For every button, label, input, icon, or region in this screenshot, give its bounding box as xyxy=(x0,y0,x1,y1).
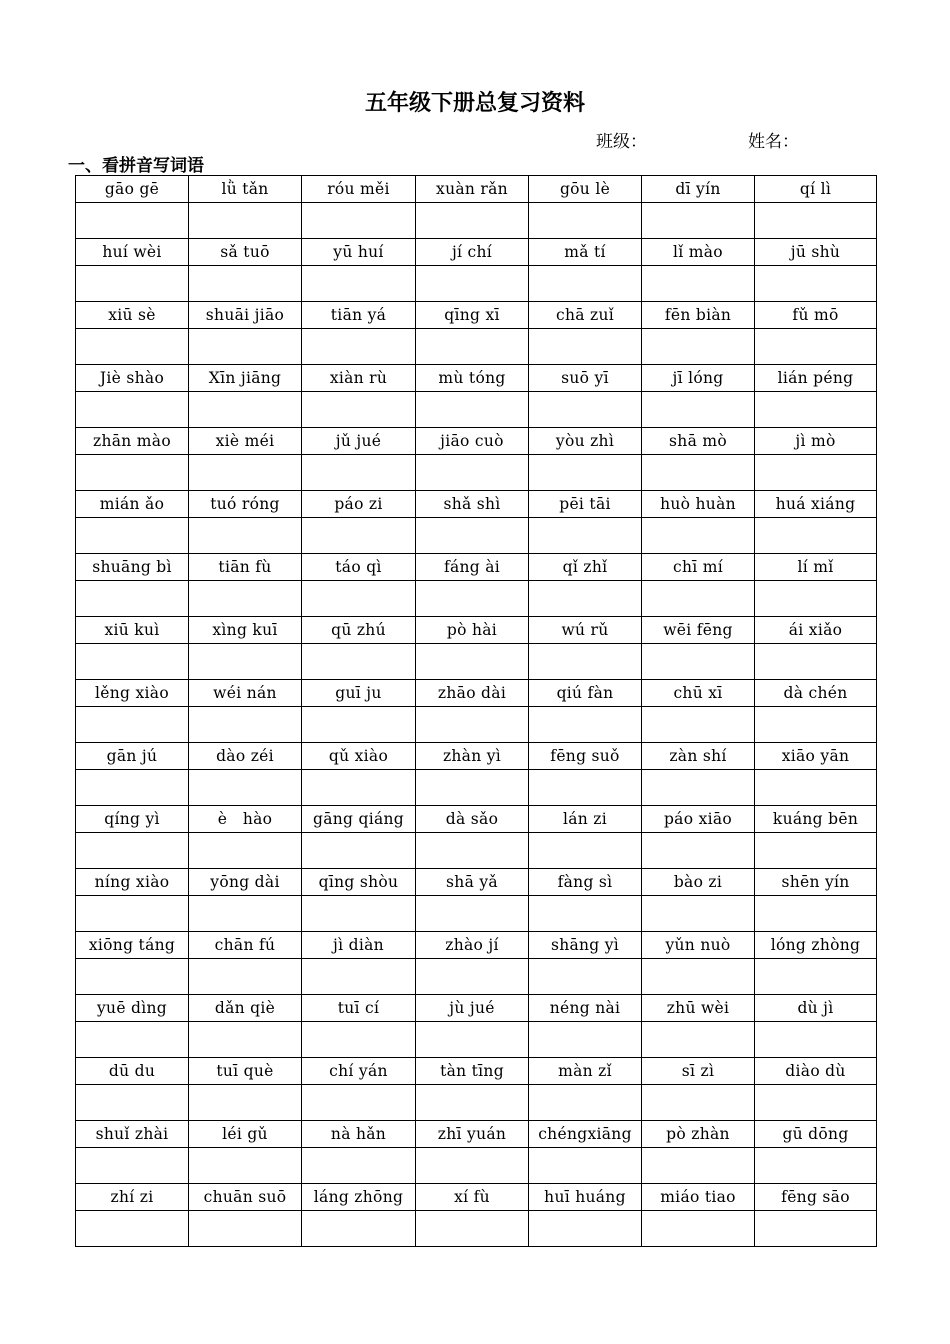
answer-cell[interactable] xyxy=(76,266,189,302)
pinyin-cell: yuē dìng xyxy=(76,995,189,1022)
answer-cell[interactable] xyxy=(755,329,877,365)
answer-cell[interactable] xyxy=(76,581,189,617)
pinyin-cell: pò zhàn xyxy=(642,1121,755,1148)
pinyin-cell: qíng yì xyxy=(76,806,189,833)
answer-cell[interactable] xyxy=(302,959,416,995)
answer-cell[interactable] xyxy=(416,1022,529,1058)
pinyin-cell: shēn yín xyxy=(755,869,877,896)
answer-cell[interactable] xyxy=(755,1211,877,1247)
pinyin-cell: táo qì xyxy=(302,554,416,581)
answer-cell[interactable] xyxy=(529,329,642,365)
pinyin-cell: guī ju xyxy=(302,680,416,707)
pinyin-cell: gāo gē xyxy=(76,176,189,203)
answer-cell[interactable] xyxy=(189,329,302,365)
pinyin-cell: zhāo dài xyxy=(416,680,529,707)
answer-cell[interactable] xyxy=(189,518,302,554)
answer-cell[interactable] xyxy=(642,707,755,743)
pinyin-cell: páo zi xyxy=(302,491,416,518)
pinyin-cell: zhào jí xyxy=(416,932,529,959)
pinyin-row xyxy=(76,428,877,455)
pinyin-cell: fáng ài xyxy=(416,554,529,581)
answer-cell[interactable] xyxy=(642,1148,755,1184)
answer-row xyxy=(76,455,877,491)
pinyin-cell: qīng shòu xyxy=(302,869,416,896)
pinyin-cell: shā mò xyxy=(642,428,755,455)
answer-cell[interactable] xyxy=(642,644,755,680)
pinyin-cell: yǔn nuò xyxy=(642,932,755,959)
answer-cell[interactable] xyxy=(642,203,755,239)
answer-cell[interactable] xyxy=(529,707,642,743)
answer-cell[interactable] xyxy=(755,833,877,869)
answer-cell[interactable] xyxy=(529,1085,642,1121)
pinyin-row xyxy=(76,806,877,833)
answer-cell[interactable] xyxy=(529,203,642,239)
answer-cell[interactable] xyxy=(189,896,302,932)
pinyin-cell: shā yǎ xyxy=(416,869,529,896)
answer-cell[interactable] xyxy=(755,581,877,617)
pinyin-cell: jū shù xyxy=(755,239,877,266)
pinyin-cell: tàn tīng xyxy=(416,1058,529,1085)
answer-cell[interactable] xyxy=(302,329,416,365)
pinyin-cell: mǎ tí xyxy=(529,239,642,266)
answer-cell[interactable] xyxy=(642,770,755,806)
pinyin-cell: zhū wèi xyxy=(642,995,755,1022)
pinyin-cell: lóng zhòng xyxy=(755,932,877,959)
answer-cell[interactable] xyxy=(529,581,642,617)
section-title: 一、看拼音写词语 xyxy=(68,156,204,176)
answer-cell[interactable] xyxy=(76,1148,189,1184)
answer-cell[interactable] xyxy=(529,1022,642,1058)
answer-cell[interactable] xyxy=(642,329,755,365)
pinyin-cell: chī mí xyxy=(642,554,755,581)
answer-cell[interactable] xyxy=(642,833,755,869)
pinyin-row xyxy=(76,1058,877,1085)
answer-cell[interactable] xyxy=(755,1085,877,1121)
answer-cell[interactable] xyxy=(302,833,416,869)
answer-cell[interactable] xyxy=(302,644,416,680)
pinyin-cell: chéngxiāng xyxy=(529,1121,642,1148)
pinyin-cell: fàng sì xyxy=(529,869,642,896)
pinyin-cell: gōu lè xyxy=(529,176,642,203)
answer-cell[interactable] xyxy=(302,266,416,302)
pinyin-cell: Xīn jiāng xyxy=(189,365,302,392)
answer-cell[interactable] xyxy=(302,1148,416,1184)
answer-cell[interactable] xyxy=(755,959,877,995)
pinyin-cell: lí mǐ xyxy=(755,554,877,581)
pinyin-cell: tiān fù xyxy=(189,554,302,581)
pinyin-row xyxy=(76,176,877,203)
answer-cell[interactable] xyxy=(529,770,642,806)
pinyin-cell: qǔ xiào xyxy=(302,743,416,770)
answer-cell[interactable] xyxy=(755,644,877,680)
answer-row xyxy=(76,644,877,680)
pinyin-cell: chuān suō xyxy=(189,1184,302,1211)
pinyin-row xyxy=(76,365,877,392)
answer-cell[interactable] xyxy=(416,770,529,806)
answer-cell[interactable] xyxy=(189,959,302,995)
pinyin-cell: sǎ tuō xyxy=(189,239,302,266)
pinyin-cell: qí lì xyxy=(755,176,877,203)
answer-row xyxy=(76,833,877,869)
pinyin-cell: chí yán xyxy=(302,1058,416,1085)
pinyin-cell: shuǐ zhài xyxy=(76,1121,189,1148)
answer-cell[interactable] xyxy=(302,896,416,932)
answer-cell[interactable] xyxy=(416,266,529,302)
answer-cell[interactable] xyxy=(642,959,755,995)
answer-cell[interactable] xyxy=(302,203,416,239)
pinyin-cell: fēng suǒ xyxy=(529,743,642,770)
answer-cell[interactable] xyxy=(642,1211,755,1247)
pinyin-cell: tuó róng xyxy=(189,491,302,518)
pinyin-cell: shuāng bì xyxy=(76,554,189,581)
answer-cell[interactable] xyxy=(302,1211,416,1247)
pinyin-cell: xiè méi xyxy=(189,428,302,455)
pinyin-cell: fǔ mō xyxy=(755,302,877,329)
pinyin-cell: dào zéi xyxy=(189,743,302,770)
answer-cell[interactable] xyxy=(529,1211,642,1247)
pinyin-cell: gāng qiáng xyxy=(302,806,416,833)
pinyin-cell: dǎn qiè xyxy=(189,995,302,1022)
pinyin-cell: bào zi xyxy=(642,869,755,896)
pinyin-cell: wēi fēng xyxy=(642,617,755,644)
pinyin-cell: nà hǎn xyxy=(302,1121,416,1148)
answer-cell[interactable] xyxy=(189,833,302,869)
pinyin-cell: mián ǎo xyxy=(76,491,189,518)
pinyin-cell: zhī yuán xyxy=(416,1121,529,1148)
answer-cell[interactable] xyxy=(755,203,877,239)
pinyin-cell: ái xiǎo xyxy=(755,617,877,644)
answer-cell[interactable] xyxy=(302,770,416,806)
answer-cell[interactable] xyxy=(529,1148,642,1184)
pinyin-row xyxy=(76,932,877,959)
answer-cell[interactable] xyxy=(755,518,877,554)
answer-cell[interactable] xyxy=(76,959,189,995)
pinyin-cell: xiāo yān xyxy=(755,743,877,770)
answer-row xyxy=(76,266,877,302)
pinyin-cell: wéi nán xyxy=(189,680,302,707)
answer-cell[interactable] xyxy=(416,329,529,365)
answer-cell[interactable] xyxy=(755,896,877,932)
answer-row xyxy=(76,581,877,617)
answer-cell[interactable] xyxy=(755,1022,877,1058)
answer-cell[interactable] xyxy=(416,392,529,428)
pinyin-row xyxy=(76,302,877,329)
pinyin-table xyxy=(75,175,877,1247)
answer-cell[interactable] xyxy=(189,707,302,743)
answer-cell[interactable] xyxy=(302,1085,416,1121)
pinyin-row xyxy=(76,995,877,1022)
answer-cell[interactable] xyxy=(642,392,755,428)
pinyin-cell: chū xī xyxy=(642,680,755,707)
pinyin-cell: yòu zhì xyxy=(529,428,642,455)
pinyin-cell: dī yín xyxy=(642,176,755,203)
answer-row xyxy=(76,329,877,365)
pinyin-cell: dù jì xyxy=(755,995,877,1022)
pinyin-cell: jí chí xyxy=(416,239,529,266)
answer-cell[interactable] xyxy=(755,1148,877,1184)
answer-cell[interactable] xyxy=(76,644,189,680)
answer-cell[interactable] xyxy=(529,896,642,932)
answer-cell[interactable] xyxy=(189,392,302,428)
pinyin-cell: qǐ zhǐ xyxy=(529,554,642,581)
answer-row xyxy=(76,959,877,995)
answer-cell[interactable] xyxy=(416,833,529,869)
answer-cell[interactable] xyxy=(76,392,189,428)
answer-cell[interactable] xyxy=(189,770,302,806)
answer-row xyxy=(76,392,877,428)
name-label: 姓名： xyxy=(748,132,799,152)
pinyin-cell: léi gǔ xyxy=(189,1121,302,1148)
pinyin-cell: gān jú xyxy=(76,743,189,770)
answer-cell[interactable] xyxy=(302,707,416,743)
answer-cell[interactable] xyxy=(642,1085,755,1121)
pinyin-cell: gū dōng xyxy=(755,1121,877,1148)
pinyin-row xyxy=(76,617,877,644)
pinyin-cell: dà chén xyxy=(755,680,877,707)
pinyin-cell: sī zì xyxy=(642,1058,755,1085)
pinyin-cell: xiū kuì xyxy=(76,617,189,644)
answer-cell[interactable] xyxy=(76,833,189,869)
answer-cell[interactable] xyxy=(76,896,189,932)
answer-cell[interactable] xyxy=(529,455,642,491)
pinyin-cell: dū du xyxy=(76,1058,189,1085)
pinyin-cell: huí wèi xyxy=(76,239,189,266)
answer-cell[interactable] xyxy=(76,1022,189,1058)
answer-row xyxy=(76,896,877,932)
answer-cell[interactable] xyxy=(642,896,755,932)
answer-cell[interactable] xyxy=(755,455,877,491)
answer-cell[interactable] xyxy=(416,581,529,617)
answer-cell[interactable] xyxy=(529,644,642,680)
pinyin-cell: jī lóng xyxy=(642,365,755,392)
answer-cell[interactable] xyxy=(302,581,416,617)
pinyin-cell: lián péng xyxy=(755,365,877,392)
pinyin-cell: qiú fàn xyxy=(529,680,642,707)
answer-cell[interactable] xyxy=(189,203,302,239)
pinyin-row xyxy=(76,869,877,896)
answer-cell[interactable] xyxy=(642,581,755,617)
answer-cell[interactable] xyxy=(76,455,189,491)
pinyin-cell: mù tóng xyxy=(416,365,529,392)
pinyin-cell: jiāo cuò xyxy=(416,428,529,455)
answer-row xyxy=(76,770,877,806)
pinyin-cell: fēng sāo xyxy=(755,1184,877,1211)
answer-cell[interactable] xyxy=(642,266,755,302)
pinyin-cell: zhān mào xyxy=(76,428,189,455)
answer-cell[interactable] xyxy=(416,455,529,491)
pinyin-row xyxy=(76,239,877,266)
answer-cell[interactable] xyxy=(76,1085,189,1121)
pinyin-cell: xìng kuī xyxy=(189,617,302,644)
answer-cell[interactable] xyxy=(76,707,189,743)
answer-cell[interactable] xyxy=(76,203,189,239)
answer-cell[interactable] xyxy=(642,1022,755,1058)
answer-cell[interactable] xyxy=(529,959,642,995)
answer-cell[interactable] xyxy=(302,1022,416,1058)
pinyin-cell: láng zhōng xyxy=(302,1184,416,1211)
pinyin-cell: màn zǐ xyxy=(529,1058,642,1085)
answer-cell[interactable] xyxy=(76,518,189,554)
answer-cell[interactable] xyxy=(416,959,529,995)
pinyin-cell: lǐ mào xyxy=(642,239,755,266)
pinyin-cell: dà sǎo xyxy=(416,806,529,833)
answer-cell[interactable] xyxy=(529,266,642,302)
answer-cell[interactable] xyxy=(416,896,529,932)
answer-row xyxy=(76,518,877,554)
answer-cell[interactable] xyxy=(642,518,755,554)
answer-row xyxy=(76,707,877,743)
pinyin-row xyxy=(76,680,877,707)
pinyin-cell: qū zhú xyxy=(302,617,416,644)
answer-row xyxy=(76,1022,877,1058)
answer-cell[interactable] xyxy=(189,581,302,617)
answer-cell[interactable] xyxy=(642,455,755,491)
pinyin-cell: lǜ tǎn xyxy=(189,176,302,203)
pinyin-cell: pò hài xyxy=(416,617,529,644)
pinyin-cell: shāng yì xyxy=(529,932,642,959)
pinyin-cell: páo xiāo xyxy=(642,806,755,833)
answer-cell[interactable] xyxy=(189,1085,302,1121)
pinyin-row xyxy=(76,491,877,518)
answer-cell[interactable] xyxy=(529,392,642,428)
pinyin-cell: xiōng táng xyxy=(76,932,189,959)
pinyin-cell: diào dù xyxy=(755,1058,877,1085)
answer-cell[interactable] xyxy=(302,392,416,428)
answer-cell[interactable] xyxy=(76,1211,189,1247)
pinyin-cell: tuī cí xyxy=(302,995,416,1022)
pinyin-cell: tiān yá xyxy=(302,302,416,329)
answer-cell[interactable] xyxy=(189,1211,302,1247)
answer-cell[interactable] xyxy=(416,707,529,743)
class-label: 班级： xyxy=(596,132,647,152)
pinyin-cell: néng nài xyxy=(529,995,642,1022)
answer-cell[interactable] xyxy=(755,266,877,302)
pinyin-row xyxy=(76,743,877,770)
pinyin-cell: pēi tāi xyxy=(529,491,642,518)
answer-cell[interactable] xyxy=(416,518,529,554)
pinyin-cell: huò huàn xyxy=(642,491,755,518)
pinyin-cell: shuāi jiāo xyxy=(189,302,302,329)
answer-cell[interactable] xyxy=(416,644,529,680)
pinyin-cell: yōng dài xyxy=(189,869,302,896)
answer-cell[interactable] xyxy=(76,770,189,806)
pinyin-cell: zhí zi xyxy=(76,1184,189,1211)
pinyin-cell: yū huí xyxy=(302,239,416,266)
answer-cell[interactable] xyxy=(302,518,416,554)
answer-cell[interactable] xyxy=(529,833,642,869)
answer-row xyxy=(76,1211,877,1247)
pinyin-cell: xí fù xyxy=(416,1184,529,1211)
answer-row xyxy=(76,203,877,239)
pinyin-cell: níng xiào xyxy=(76,869,189,896)
pinyin-cell: xuàn rǎn xyxy=(416,176,529,203)
answer-cell[interactable] xyxy=(529,518,642,554)
pinyin-cell: tuī què xyxy=(189,1058,302,1085)
answer-cell[interactable] xyxy=(416,1148,529,1184)
answer-cell[interactable] xyxy=(302,455,416,491)
pinyin-cell: chān fú xyxy=(189,932,302,959)
pinyin-cell: shǎ shì xyxy=(416,491,529,518)
answer-cell[interactable] xyxy=(76,329,189,365)
answer-row xyxy=(76,1148,877,1184)
pinyin-row xyxy=(76,1121,877,1148)
pinyin-cell: lán zi xyxy=(529,806,642,833)
pinyin-cell: zàn shí xyxy=(642,743,755,770)
pinyin-cell: qīng xī xyxy=(416,302,529,329)
pinyin-cell: jù jué xyxy=(416,995,529,1022)
pinyin-cell: róu měi xyxy=(302,176,416,203)
answer-cell[interactable] xyxy=(189,644,302,680)
pinyin-cell: miáo tiao xyxy=(642,1184,755,1211)
answer-cell[interactable] xyxy=(755,392,877,428)
answer-cell[interactable] xyxy=(755,707,877,743)
pinyin-cell: jì mò xyxy=(755,428,877,455)
pinyin-cell: Jiè shào xyxy=(76,365,189,392)
pinyin-cell: xiàn rù xyxy=(302,365,416,392)
answer-cell[interactable] xyxy=(189,1148,302,1184)
pinyin-cell: chā zuǐ xyxy=(529,302,642,329)
pinyin-row xyxy=(76,1184,877,1211)
pinyin-cell: suō yī xyxy=(529,365,642,392)
answer-cell[interactable] xyxy=(416,203,529,239)
answer-cell[interactable] xyxy=(189,455,302,491)
pinyin-cell: jǔ jué xyxy=(302,428,416,455)
pinyin-cell: è hào xyxy=(189,806,302,833)
answer-cell[interactable] xyxy=(416,1085,529,1121)
answer-cell[interactable] xyxy=(189,1022,302,1058)
pinyin-cell: huī huáng xyxy=(529,1184,642,1211)
pinyin-cell: fēn biàn xyxy=(642,302,755,329)
pinyin-cell: xiū sè xyxy=(76,302,189,329)
page-title: 五年级下册总复习资料 xyxy=(364,91,585,116)
pinyin-cell: wú rǔ xyxy=(529,617,642,644)
pinyin-cell: lěng xiào xyxy=(76,680,189,707)
pinyin-cell: jì diàn xyxy=(302,932,416,959)
answer-row xyxy=(76,1085,877,1121)
answer-cell[interactable] xyxy=(755,770,877,806)
pinyin-row xyxy=(76,554,877,581)
pinyin-cell: zhàn yì xyxy=(416,743,529,770)
answer-cell[interactable] xyxy=(189,266,302,302)
pinyin-cell: kuáng bēn xyxy=(755,806,877,833)
pinyin-cell: huá xiáng xyxy=(755,491,877,518)
answer-cell[interactable] xyxy=(416,1211,529,1247)
